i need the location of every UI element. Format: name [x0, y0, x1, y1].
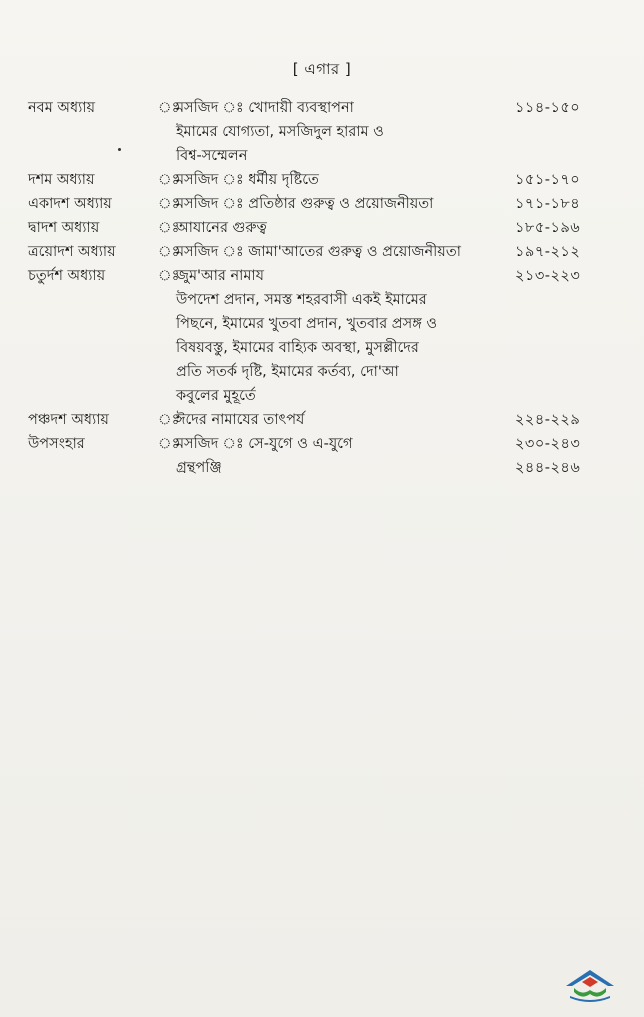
toc-title: মসজিদ ঃ ধর্মীয় দৃষ্টিতে: [176, 172, 319, 188]
toc-title: মসজিদ ঃ খোদায়ী ব্যবস্থাপনা: [176, 100, 354, 116]
toc-separator: ঃ: [158, 436, 180, 452]
toc-title: গ্রন্থপঞ্জি: [176, 460, 222, 476]
toc-entry: [0, 432, 644, 456]
toc-page-range: ২১৩-২২৩: [515, 268, 581, 284]
toc-chapter-label: দশম অধ্যায়: [28, 172, 95, 188]
toc-title: জুম'আর নামায: [176, 268, 264, 284]
toc-line: [0, 192, 644, 216]
toc-page-range: ২২৪-২২৯: [515, 412, 581, 428]
toc-page-range: ১৭১-১৮৪: [515, 196, 581, 212]
toc-chapter-label: দ্বাদশ অধ্যায়: [28, 220, 100, 236]
toc-title: মসজিদ ঃ প্রতিষ্ঠার গুরুত্ব ও প্রয়োজনীয়তা: [176, 196, 434, 212]
toc-entry: [0, 96, 644, 168]
toc-line: [0, 408, 644, 432]
toc-line: [0, 264, 644, 288]
toc-line: [0, 432, 644, 456]
toc-subtitle-line: বিষয়বস্তু, ইমামের বাহ্যিক অবস্থা, মুসল্লীদের: [176, 340, 419, 356]
toc-chapter-label: ত্রয়োদশ অধ্যায়: [28, 244, 116, 260]
toc-separator: ঃ: [158, 172, 180, 188]
table-of-contents: [0, 96, 644, 480]
toc-chapter-label: উপসংহার: [28, 436, 85, 452]
toc-separator: ঃ: [158, 244, 180, 260]
toc-subtitle-line: পিছনে, ইমামের খুতবা প্রদান, খুতবার প্রসঙ্গ ও: [176, 316, 438, 332]
toc-line: [0, 456, 644, 480]
toc-page-range: ১১৪-১৫০: [515, 100, 581, 116]
page-header: [ এগার ]: [292, 60, 352, 78]
show-through-text: [70, 510, 610, 770]
toc-subtitle-line: উপদেশ প্রদান, সমস্ত শহরবাসী একই ইমামের: [176, 292, 427, 308]
toc-entry: [0, 408, 644, 432]
toc-chapter-label: চতুর্দশ অধ্যায়: [28, 268, 106, 284]
toc-subtitle-line: বিশ্ব-সম্মেলন: [176, 148, 248, 164]
toc-entry: [0, 240, 644, 264]
toc-entry: [0, 168, 644, 192]
toc-chapter-label: পঞ্চদশ অধ্যায়: [28, 412, 109, 428]
toc-separator: ঃ: [158, 412, 180, 428]
toc-separator: ঃ: [158, 268, 180, 284]
toc-subtitle-line: প্রতি সতর্ক দৃষ্টি, ইমামের কর্তব্য, দো'আ: [176, 364, 399, 380]
toc-entry: [0, 192, 644, 216]
toc-chapter-label: নবম অধ্যায়: [28, 100, 96, 116]
toc-separator: ঃ: [158, 220, 180, 236]
toc-page-range: ১৫১-১৭০: [515, 172, 581, 188]
toc-line: [0, 240, 644, 264]
toc-line: [0, 216, 644, 240]
toc-separator: ঃ: [158, 196, 180, 212]
publisher-logo-icon: [560, 960, 620, 1004]
toc-entry: [0, 456, 644, 480]
toc-page-range: ২৪৪-২৪৬: [515, 460, 581, 476]
toc-subtitle-line: কবুলের মুহূর্তে: [176, 388, 256, 404]
toc-entry: [0, 264, 644, 408]
toc-chapter-label: একাদশ অধ্যায়: [28, 196, 112, 212]
toc-separator: ঃ: [158, 100, 180, 116]
toc-page-range: ২৩০-২৪৩: [515, 436, 581, 452]
toc-line: [0, 96, 644, 120]
toc-title: মসজিদ ঃ সে-যুগে ও এ-যুগে: [176, 436, 353, 452]
toc-title: ঈদের নামাযের তাৎপর্য: [176, 412, 305, 428]
toc-title: আযানের গুরুত্ব: [176, 220, 267, 236]
toc-page-range: ১৮৫-১৯৬: [515, 220, 581, 236]
toc-line: [0, 168, 644, 192]
toc-subtitle-line: ইমামের যোগ্যতা, মসজিদুল হারাম ও: [176, 124, 384, 140]
toc-page-range: ১৯৭-২১২: [515, 244, 581, 260]
toc-entry: [0, 216, 644, 240]
toc-title: মসজিদ ঃ জামা'আতের গুরুত্ব ও প্রয়োজনীয়তা: [176, 244, 461, 260]
